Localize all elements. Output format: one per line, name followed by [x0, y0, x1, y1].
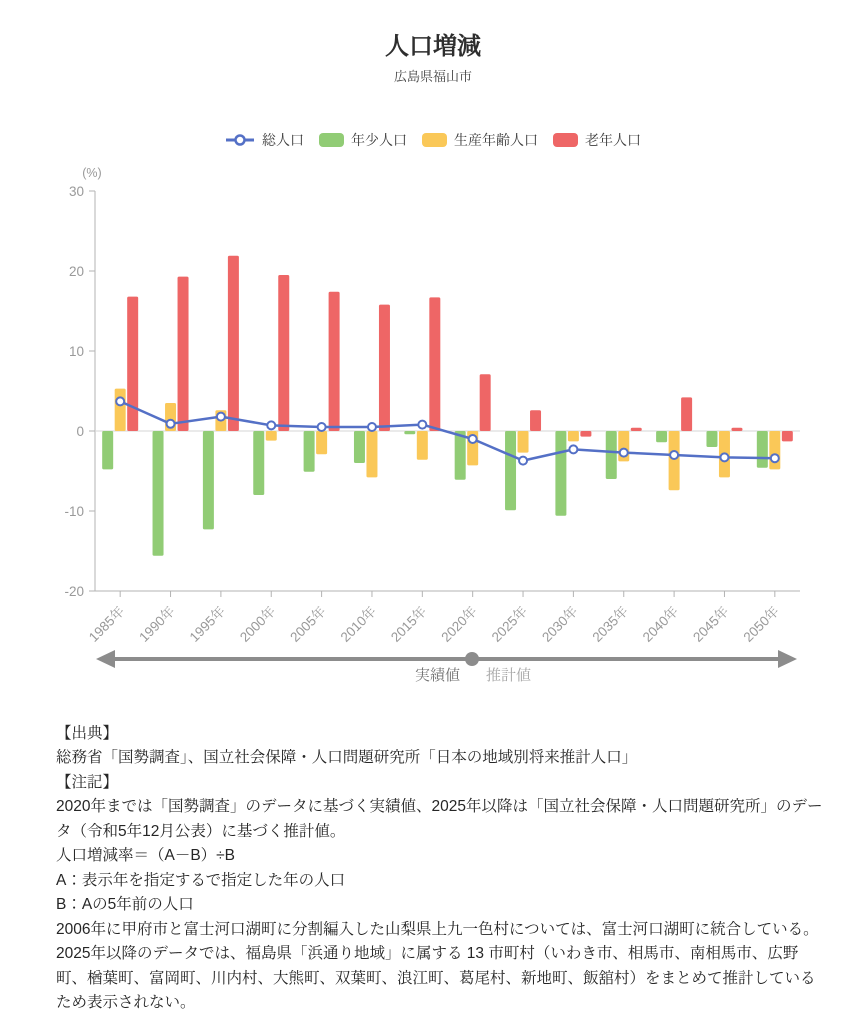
actual-values-label: 実績値: [414, 667, 460, 684]
line-marker-2010: [368, 423, 376, 431]
bar-working-age-2015: [417, 431, 428, 460]
arrow-right-head-icon: [778, 650, 797, 668]
x-tick-label: 2040年: [639, 603, 682, 645]
line-marker-1995: [217, 413, 225, 421]
bar-working-age-2030: [568, 431, 579, 441]
line-marker-2040: [670, 451, 678, 459]
note-line: 総務省「国勢調査」、国立社会保障・人口問題研究所「日本の地域別将来推計人口」: [56, 749, 638, 767]
bar-elderly-2000: [278, 275, 289, 431]
bar-working-age-2000: [266, 431, 277, 441]
bar-elderly-2050: [782, 431, 793, 441]
x-tick-label: 1995年: [186, 603, 229, 645]
bar-elderly-2015: [429, 297, 440, 431]
legend: [0, 129, 866, 151]
note-line: 人口増減率＝（A－B）÷B: [56, 847, 236, 865]
x-tick-label: 1990年: [136, 603, 178, 645]
bar-elderly-2045: [731, 428, 742, 431]
period-range-arrow: [96, 650, 797, 684]
note-line: A：表示年を指定するで指定した年の人口: [56, 871, 346, 889]
bar-young-1990: [153, 431, 164, 556]
bar-working-age-2005: [316, 431, 327, 454]
y-tick-label: 30: [68, 184, 84, 199]
y-tick-label: 0: [76, 424, 84, 439]
x-tick-label: 2005年: [287, 603, 329, 645]
bar-elderly-2020: [480, 374, 491, 431]
bar-young-2050: [757, 431, 768, 468]
bar-working-age-2040: [669, 431, 680, 490]
legend-item-label: 年少人口: [351, 132, 407, 148]
x-tick-label: 2000年: [236, 603, 279, 645]
legend-swatch-icon: [319, 133, 344, 147]
legend-item-young-population[interactable]: [319, 130, 407, 150]
y-tick-label: -10: [64, 504, 84, 519]
bar-elderly-2035: [631, 428, 642, 431]
line-marker-2005: [318, 423, 326, 431]
bar-elderly-1995: [228, 256, 239, 431]
bar-young-2000: [253, 431, 264, 495]
bar-working-age-2010: [366, 431, 377, 477]
y-tick-label: -20: [64, 584, 84, 599]
x-tick-label: 2030年: [539, 603, 581, 645]
line-marker-2050: [771, 454, 779, 462]
x-tick-label: 2015年: [388, 603, 430, 645]
line-marker-2000: [267, 421, 275, 429]
bar-elderly-2005: [329, 292, 340, 431]
line-marker-2015: [418, 421, 426, 429]
legend-swatch-icon: [553, 133, 578, 147]
bar-young-2010: [354, 431, 365, 463]
line-marker-2025: [519, 457, 527, 465]
bar-working-age-2025: [518, 431, 529, 453]
bar-working-age-2050: [769, 431, 780, 469]
bar-elderly-2010: [379, 305, 390, 431]
bar-elderly-2040: [681, 397, 692, 431]
chart-subtitle: 広島県福山市: [393, 69, 472, 84]
bar-elderly-1985: [127, 297, 138, 431]
legend-item-total-population[interactable]: [225, 130, 304, 150]
x-tick-label: 2020年: [438, 603, 480, 645]
line-marker-2020: [469, 435, 477, 443]
legend-item-label: 総人口: [262, 132, 304, 148]
actual-projected-split-dot: [465, 652, 479, 666]
note-line: 【出典】: [56, 725, 119, 742]
legend-item-label: 生産年齢人口: [454, 132, 538, 148]
projected-values-label: 推計値: [486, 667, 532, 684]
x-tick-label: 2035年: [589, 603, 631, 645]
y-axis-unit: (%): [82, 166, 102, 180]
legend-item-working-age-population[interactable]: [422, 130, 538, 150]
bar-young-2025: [505, 431, 516, 510]
x-tick-label: 1985年: [85, 603, 128, 645]
y-tick-label: 20: [68, 264, 84, 279]
legend-item-elderly-population[interactable]: [553, 130, 641, 150]
line-marker-1990: [167, 420, 175, 428]
plot-area: [64, 166, 800, 645]
bar-elderly-2030: [580, 431, 591, 437]
note-line: 【注記】: [56, 773, 119, 791]
legend-line-marker-icon: [225, 133, 255, 147]
x-tick-label: 2045年: [690, 603, 732, 645]
chart-title: 人口増減: [385, 33, 481, 60]
bar-young-2015: [404, 431, 415, 434]
bar-young-2020: [455, 431, 466, 480]
bar-elderly-1990: [178, 277, 189, 431]
note-line: 2006年に甲府市と富士河口湖町に分割編入した山梨県上九一色村については、富士河口湖町に統合している。: [56, 920, 819, 938]
bar-young-2030: [555, 431, 566, 516]
bar-young-2035: [606, 431, 617, 479]
line-marker-2045: [720, 453, 728, 461]
x-tick-label: 2010年: [337, 603, 380, 645]
x-tick-label: 2050年: [740, 603, 782, 645]
source-notes: [56, 722, 824, 1016]
line-marker-1985: [116, 397, 124, 405]
bar-elderly-2025: [530, 410, 541, 431]
legend-item-label: 老年人口: [585, 132, 641, 148]
y-tick-label: 10: [68, 344, 84, 359]
population-change-chart: [0, 161, 866, 706]
bar-young-1995: [203, 431, 214, 529]
x-tick-label: 2025年: [488, 603, 531, 645]
note-line: 2025年以降のデータでは、福島県「浜通り地域」に属する 13 市町村（いわき市、相馬市、南相馬市、広野町、楢葉町、富岡町、川内村、大熊町、双葉町、浪江町、葛尾村、新地町、飯舘村）をまとめて推計しているため表示されない。: [56, 945, 816, 1012]
line-marker-2035: [620, 449, 628, 457]
bar-young-2040: [656, 431, 667, 442]
legend-swatch-icon: [422, 133, 447, 147]
line-marker-2030: [569, 445, 577, 453]
note-line: 2020年までは「国勢調査」のデータに基づく実績値、2025年以降は「国立社会保障・人口問題研究所」のデータ（令和5年12月公表）に基づく推計値。: [56, 798, 823, 840]
bar-young-2005: [304, 431, 315, 472]
arrow-left-head-icon: [96, 650, 115, 668]
bar-young-2045: [706, 431, 717, 447]
bar-young-1985: [102, 431, 113, 469]
bar-working-age-1985: [115, 389, 126, 431]
note-line: B：Aの5年前の人口: [56, 896, 194, 914]
